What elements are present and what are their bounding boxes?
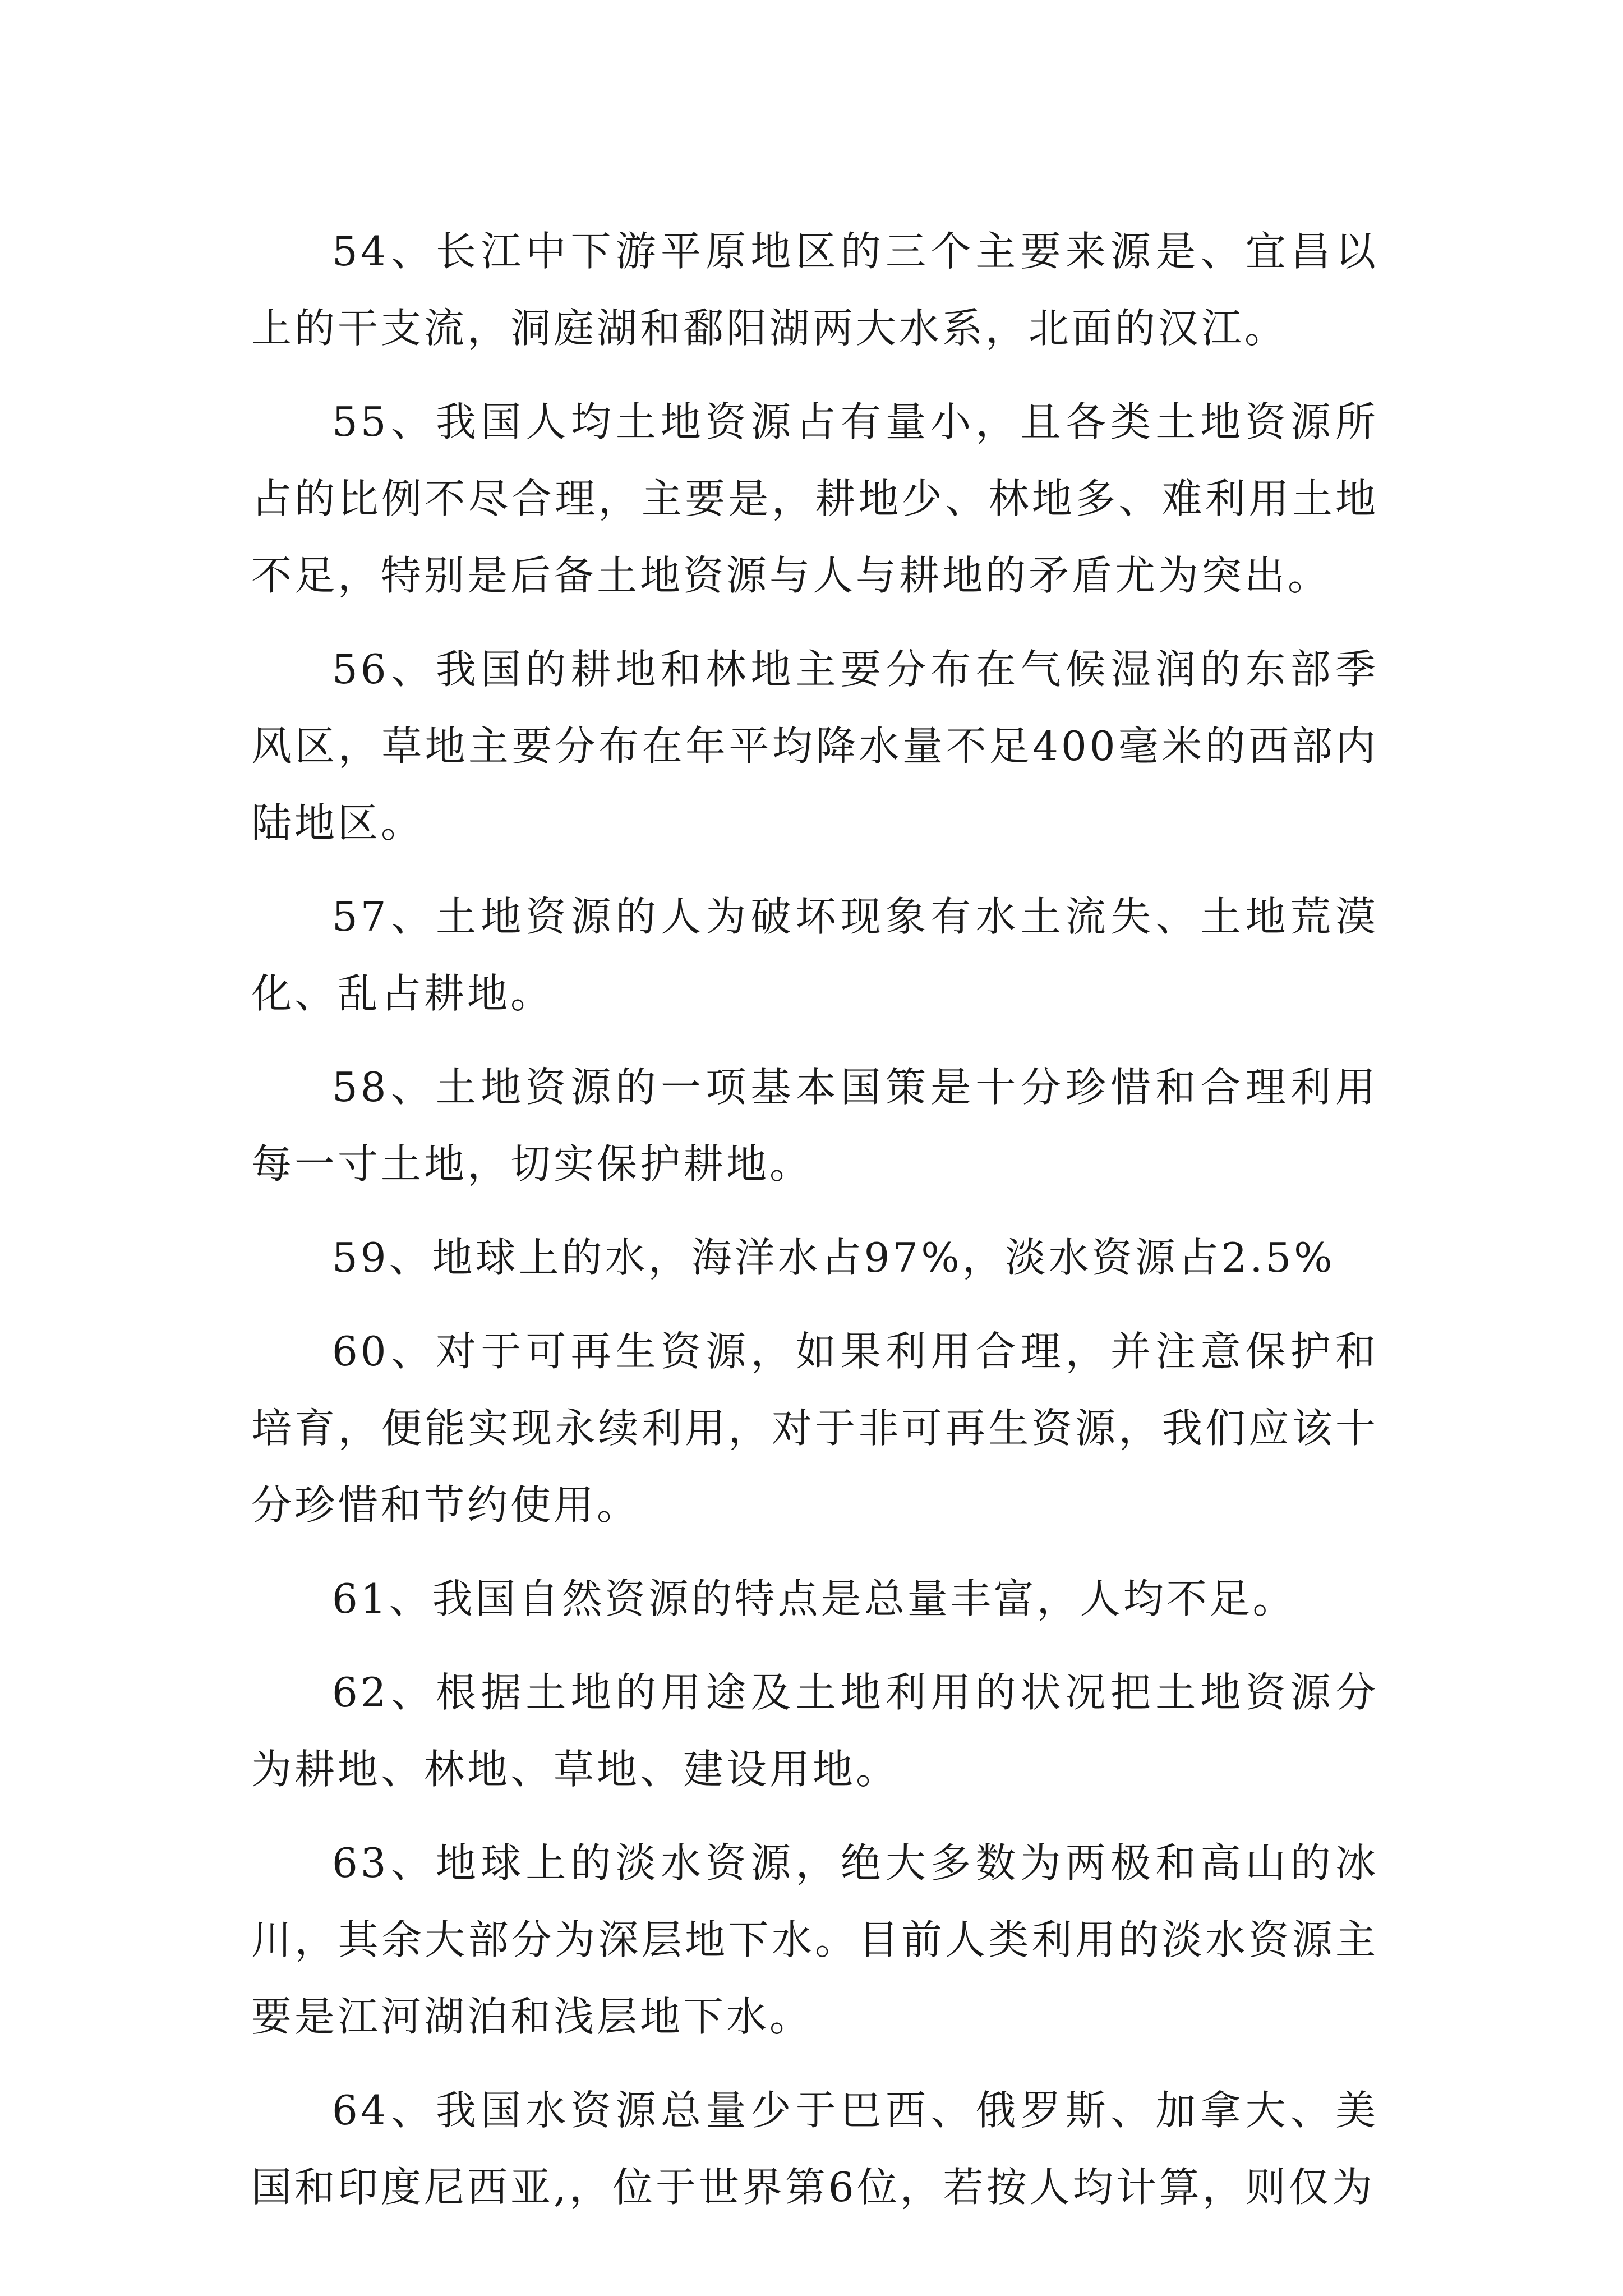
paragraph-64: 64、我国水资源总量少于巴西、俄罗斯、加拿大、美国和印度尼西亚,，位于世界第6位，若按人均计算，则仅为 — [251, 2087, 1378, 2211]
paragraph-57: 57、土地资源的人为破坏现象有水土流失、土地荒漠化、乱占耕地。 — [251, 893, 1378, 1017]
paragraph-58: 58、土地资源的一项基本国策是十分珍惜和合理利用每一寸土地，切实保护耕地。 — [251, 1064, 1378, 1188]
paragraph-61: 61、我国自然资源的特点是总量丰富，人均不足。 — [332, 1575, 1296, 1622]
paragraph-59: 59、地球上的水，海洋水占97%，淡水资源占2.5% — [332, 1234, 1335, 1281]
paragraph-63: 63、地球上的淡水资源，绝大多数为两极和高山的冰川，其余大部分为深层地下水。目前人类利用的淡水资源主要是江河湖泊和浅层地下水。 — [251, 1839, 1378, 2040]
paragraph-62: 62、根据土地的用途及土地利用的状况把土地资源分为耕地、林地、草地、建设用地。 — [251, 1669, 1378, 1793]
paragraph-56: 56、我国的耕地和林地主要分布在气候湿润的东部季风区，草地主要分布在年平均降水量不足400毫米的西部内陆地区。 — [251, 646, 1378, 846]
paragraph-60: 60、对于可再生资源，如果利用合理，并注意保护和培育，便能实现永续利用，对于非可再生资源，我们应该十分珍惜和节约使用。 — [251, 1328, 1378, 1529]
paragraph-54: 54、长江中下游平原地区的三个主要来源是、宜昌以上的干支流，洞庭湖和鄱阳湖两大水系，北面的汉江。 — [251, 228, 1378, 352]
document-body — [251, 213, 1378, 2226]
paragraph-55: 55、我国人均土地资源占有量小，且各类土地资源所占的比例不尽合理，主要是，耕地少、林地多、难利用土地不足，特别是后备土地资源与人与耕地的矛盾尤为突出。 — [251, 398, 1378, 599]
